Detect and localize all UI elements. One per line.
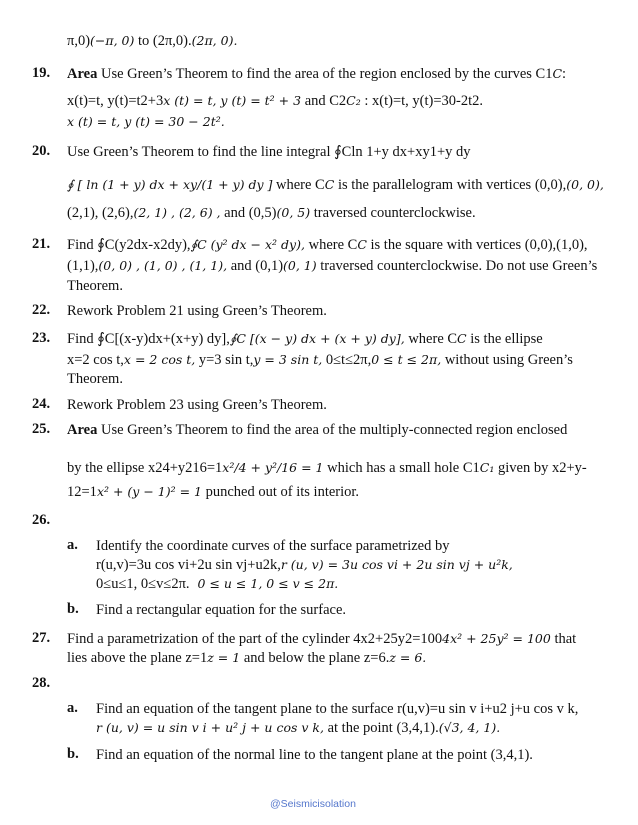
text-line: Find ∮C[(x-y)dx+(x+y) dy],∮C [(x − y) dx + (x + y) dy], where CC is the ellipse: [67, 331, 543, 347]
text-line: ∮ [ ln (1 + y) dx + xy/(1 + y) dy ] where CC is the parallelogram with vertices (0,0),(0, 0),: [67, 177, 604, 193]
text-line: x=2 cos t,x = 2 cos t, y=3 sin t,y = 3 sin t, 0≤t≤2π,0 ≤ t ≤ 2π, without using Green’s: [67, 352, 573, 368]
part-label: a.: [67, 537, 78, 553]
problem-number: 21.: [32, 236, 51, 252]
text-line: Theorem.: [67, 371, 123, 387]
problem-number: 27.: [32, 630, 51, 646]
part-label: a.: [67, 700, 78, 716]
text-line: lies above the plane z=1z = 1 and below the plane z=6.z = 6.: [67, 650, 427, 666]
text-line: r (u, v) = u sin v i + u² j + u cos v k, at the point (3,4,1).(√3, 4, 1).: [96, 720, 501, 736]
problem-number: 20.: [32, 143, 51, 159]
watermark-text: @Seismicisolation: [270, 798, 356, 810]
text-line: π,0)(−π, 0) to (2π,0).(2π, 0).: [67, 33, 238, 49]
problem-number: 24.: [32, 396, 51, 412]
text-line: (1,1),(0, 0) , (1, 0) , (1, 1), and (0,1)(0, 1) traversed counterclockwise. Do not use Green’s: [67, 258, 598, 274]
text-line: 0≤u≤1, 0≤v≤2π. 0 ≤ u ≤ 1, 0 ≤ v ≤ 2π.: [96, 576, 339, 592]
text-line: Theorem.: [67, 278, 123, 294]
part-label: b.: [67, 601, 79, 617]
text-line: Use Green’s Theorem to find the line integral ∮Cln 1+y dx+xy1+y dy: [67, 144, 471, 160]
text-line: x(t)=t, y(t)=t2+3x (t) = t, y (t) = t² + 3 and C2C₂ : x(t)=t, y(t)=30-2t2.: [67, 93, 484, 109]
text-line: 12=1x² + (y − 1)² = 1 punched out of its interior.: [67, 484, 360, 500]
text-line: Identify the coordinate curves of the surface parametrized by: [96, 538, 450, 554]
text-line: Find an equation of the tangent plane to the surface r(u,v)=u sin v i+u2 j+u cos v k,: [96, 701, 579, 717]
text-line: Rework Problem 21 using Green’s Theorem.: [67, 303, 327, 319]
problem-number: 25.: [32, 421, 51, 437]
text-line: Area Use Green’s Theorem to find the area of the multiply-connected region enclosed: [67, 422, 568, 438]
problem-number: 23.: [32, 330, 51, 346]
text-line: Find an equation of the normal line to the tangent plane at the point (3,4,1).: [96, 747, 533, 763]
text-line: Find a rectangular equation for the surface.: [96, 602, 347, 618]
text-line: Area Use Green’s Theorem to find the area of the region enclosed by the curves C1C:: [67, 66, 567, 82]
problem-number: 22.: [32, 302, 51, 318]
text-line: (2,1), (2,6),(2, 1) , (2, 6) , and (0,5)(0, 5) traversed counterclockwise.: [67, 205, 476, 221]
problem-number: 28.: [32, 675, 51, 691]
text-line: by the ellipse x24+y216=1x²/4 + y²/16 = 1 which has a small hole C1C₁ given by x2+y-: [67, 460, 587, 476]
text-line: Find a parametrization of the part of the cylinder 4x2+25y2=1004x² + 25y² = 100 that: [67, 631, 577, 647]
text-line: Find ∮C(y2dx-x2dy),∮C (y² dx − x² dy), where CC is the square with vertices (0,0),(1,0),: [67, 237, 588, 253]
text-line: r(u,v)=3u cos vi+2u sin vj+u2k,r (u, v) = 3u cos vi + 2u sin vj + u²k,: [96, 557, 513, 573]
problem-number: 26.: [32, 512, 51, 528]
part-label: b.: [67, 746, 79, 762]
problem-number: 19.: [32, 65, 51, 81]
math-line: x (t) = t, y (t) = 30 − 2t².: [67, 114, 225, 129]
text-line: Rework Problem 23 using Green’s Theorem.: [67, 397, 327, 413]
